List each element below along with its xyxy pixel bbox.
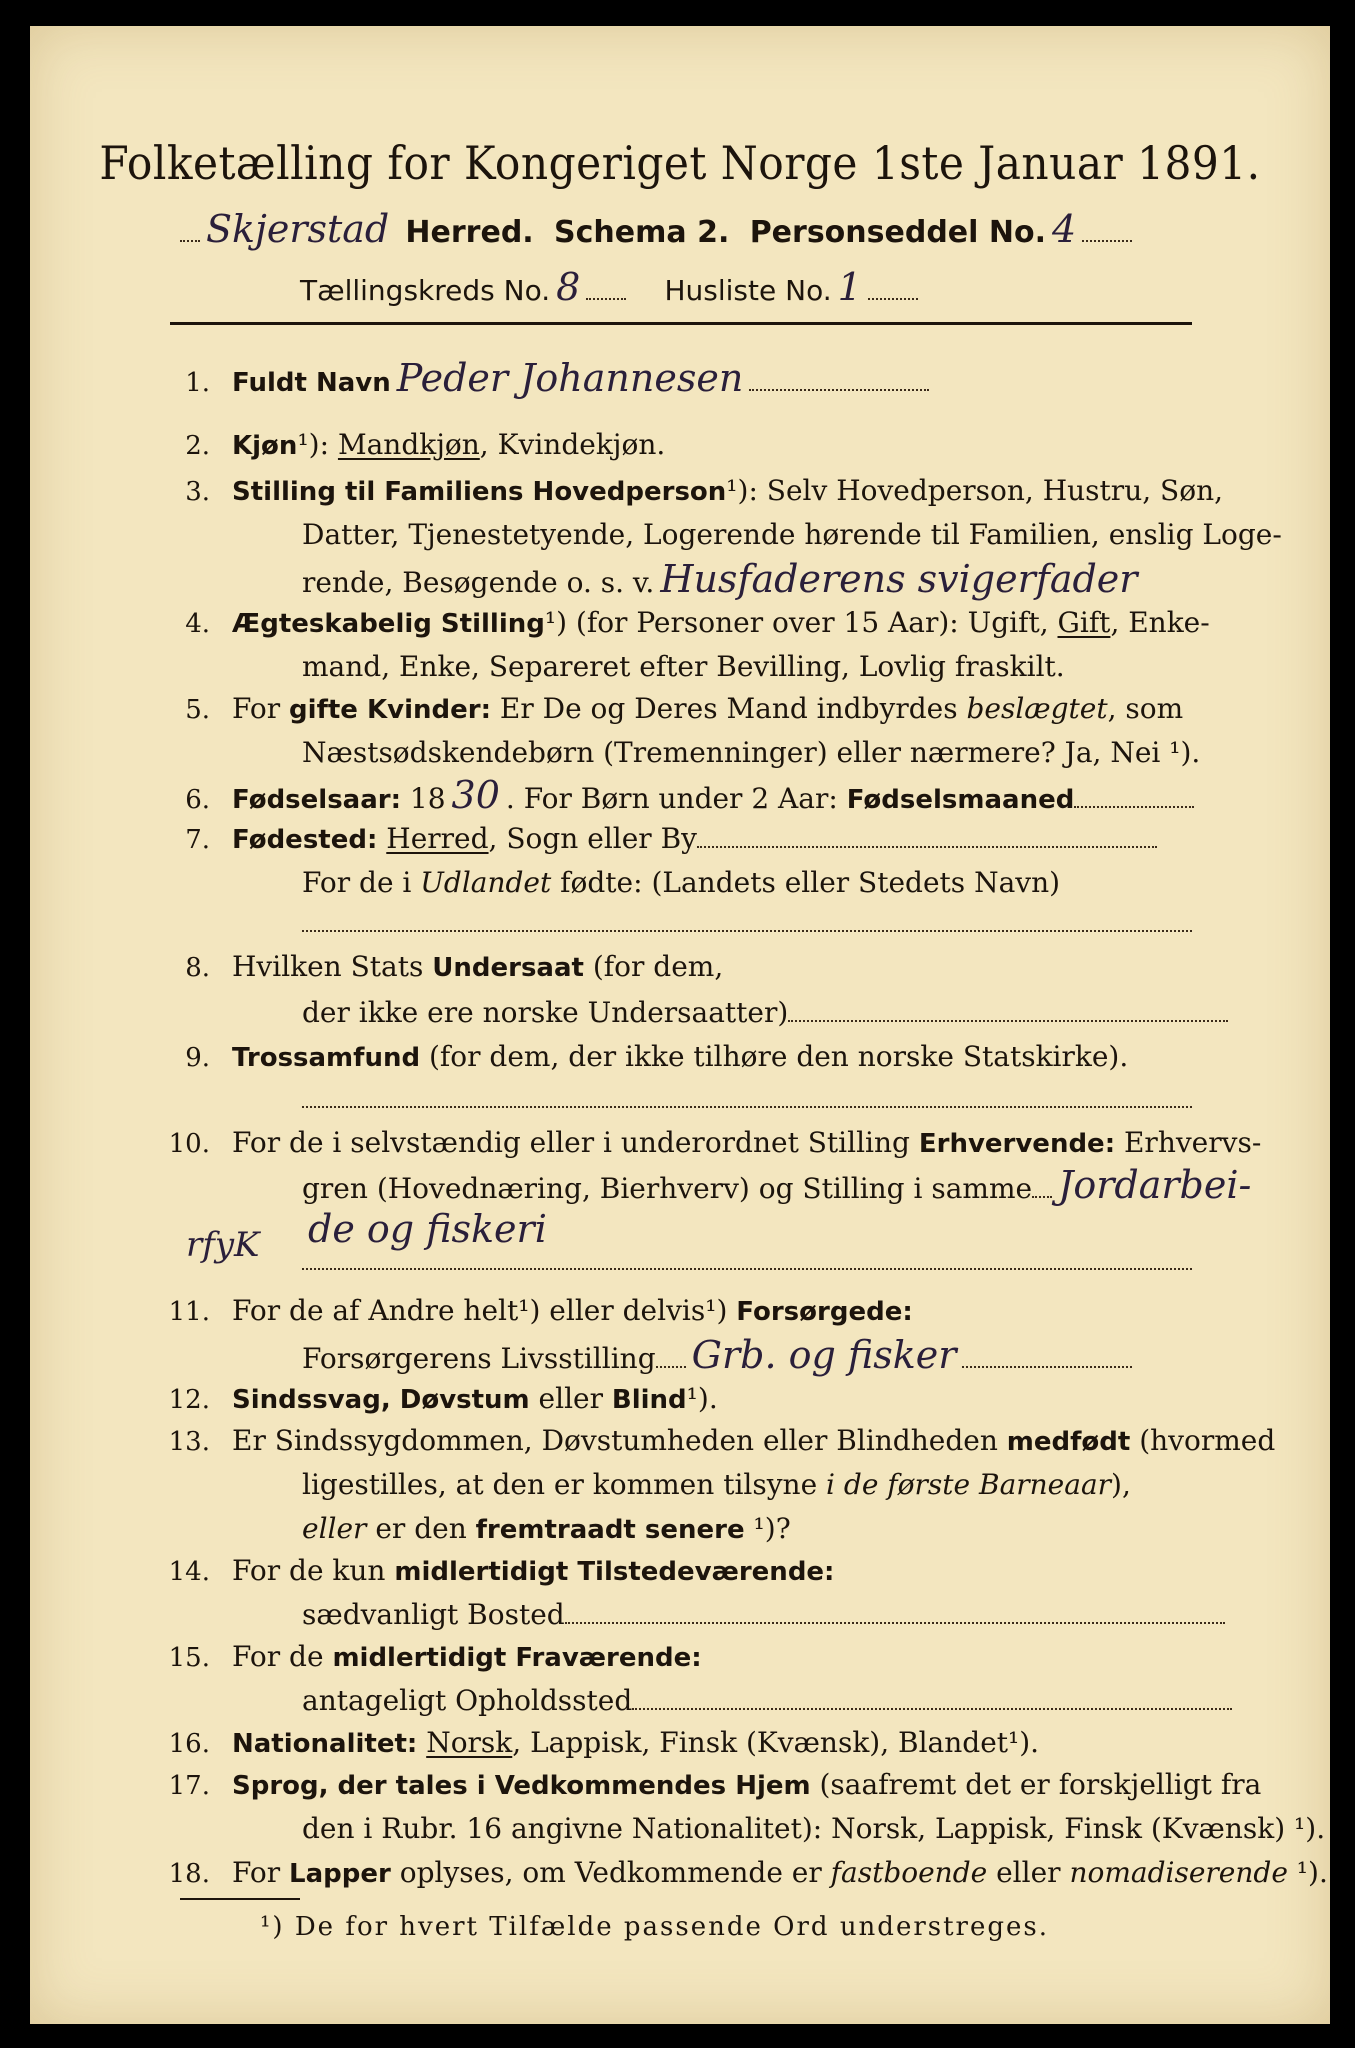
item-15: 15. For de midlertidigt Fraværende: [168, 1640, 702, 1673]
item-13-line3: eller er den fremtraadt senere ¹)? [302, 1512, 791, 1545]
full-name-value: Peder Johannesen [396, 356, 744, 400]
herred-name: Skjerstad [206, 207, 390, 251]
herred-label: Herred. [405, 215, 534, 250]
item-13: 13. Er Sindssygdommen, Døvstumheden eller Blindheden medfødt (hvormed [168, 1424, 1276, 1457]
item-11-line2: Forsørgerens Livsstilling Grb. og fisker [302, 1338, 1132, 1376]
kreds-line [300, 265, 918, 309]
sex-selected: Mandkjøn [337, 428, 480, 461]
item-18: 18. For Lapper oplyses, om Vedkommende er fastboende eller nomadiserende ¹). [168, 1856, 1328, 1889]
nationality-selected: Norsk [426, 1726, 513, 1759]
item-15-line2: antageligt Opholdssted [302, 1684, 1232, 1718]
item-17: 17. Sprog, der tales i Vedkommendes Hjem (saafremt det er forskjelligt fra [168, 1768, 1262, 1801]
husliste-number: 1 [837, 265, 862, 309]
item-2: 2. Kjøn¹): Mandkjøn, Kvindekjøn. [185, 428, 666, 461]
item-13-line2: ligestilles, at den er kommen tilsyne i de første Barneaar), [302, 1468, 1131, 1501]
item-3: 3. Stilling til Familiens Hovedperson¹): Selv Hovedperson, Hustru, Søn, [185, 474, 1223, 507]
item-3-line3: rende, Besøgende o. s. v. Husfaderens svigerfader [302, 562, 1143, 600]
item-9: 9. Trossamfund (for dem, der ikke tilhøre den norske Statskirke). [185, 1040, 1129, 1073]
item-10: 10. For de i selvstændig eller i underordnet Stilling Erhvervende: Erhvervs- [168, 1126, 1262, 1159]
census-form: Folketælling for Kongeriget Norge 1ste Januar 1891. Skjerstad Herred. Schema 2. Personseddel No. 4 Tællingskreds No. 8 Husliste No. 1 1. Fuldt Navn Peder Johannesen 2. Kjøn¹): Mandkjøn, Kvindekjøn. 3. Stilling til Familiens Hovedperson¹): Selv Hovedperson, Hustru, Søn, Datter, Tjenestetyende, Logerende hørende til Familien, enslig Loge- rende, Besøgende o. s. v. Husfaderens svigerfader 4. Ægteskabelig Stilling¹) (for Personer over 15 Aar): Ugift, Gift, Enke- mand, Enke, Separeret efter Bevilling, Lovlig fraskilt. 5. For gifte Kvinder: Er De og Deres Mand indbyrdes beslægtet, som Næstsødskendebørn (Tremenninger) eller nærmere? Ja, Nei ¹). 6. Fødselsaar: 18 30 . For Børn under 2 Aar: Fødselsmaaned 7. Fødested: Herred, Sogn eller By For de i Udlandet fødte: (Landets eller Stedets Navn) 8. Hvilken Stats Undersaat (for dem, der ikke ere norske Undersaatter) 9. Trossamfund (for dem, der ikke tilhøre den norske Statskirke). 10. For de i selvstændig eller i underordnet Stilling Erhvervende: Erhvervs- gren (Hovednæring, Bierhverv) og Stilling i samme Jordarbei- de og fiskeri rfyK 11. For de af Andre helt¹) eller delvis¹) Forsørgede: Forsørgerens Livsstilling Grb. og fisker 12. Sindssvag, Døvstum eller Blind¹). 13. Er Sindssygdommen, Døvstumheden eller Blindheden medfødt (hvormed ligestilles, at den er kommen tilsyne i de første Barneaar), eller er den fremtraadt senere ¹)? 14. For de kun midlertidigt Tilstedeværende: sædvanligt Bosted 15. For de midlertidigt Fraværende: antageligt Opholdssted 16. Nationalitet: Norsk, Lappisk, Finsk (Kvænsk), Blandet¹). 17. Sprog, der tales i Vedkommendes Hjem (saafremt det er forskjelligt fra den i Rubr. 16 angivne Nationalitet): Norsk, Lappisk, Finsk (Kvænsk) ¹). 18. For Lapper oplyses, om Vedkommende er fastboende eller nomadiserende ¹). ¹) De for hvert Tilfælde passende Ord understreges. [30, 26, 1330, 2024]
birthplace-selected: Herred [386, 822, 489, 855]
birth-year-value: 30 [451, 773, 500, 817]
item-12: 12. Sindssvag, Døvstum eller Blind¹). [168, 1382, 718, 1415]
header-rule [170, 322, 1192, 325]
item-1-label: Fuldt Navn [232, 368, 391, 398]
schema-label: Schema 2. [554, 215, 730, 250]
item-7: 7. Fødested: Herred, Sogn eller By [150, 822, 1157, 857]
item-14: 14. For de kun midlertidigt Tilstedeværende: [168, 1554, 835, 1587]
item-5: 5. For gifte Kvinder: Er De og Deres Mand indbyrdes beslægtet, som [185, 692, 1184, 725]
occupation-value-2: de og fiskeri [308, 1207, 547, 1251]
item-10-line3 [302, 1207, 553, 1251]
item-14-line2: sædvanligt Bosted [302, 1598, 1225, 1632]
occupation-value-1: Jordarbei- [1058, 1163, 1252, 1207]
item-8-line2: der ikke ere norske Undersaatter) [302, 996, 1228, 1030]
item-16: 16. Nationalitet: Norsk, Lappisk, Finsk (Kvænsk), Blandet¹). [168, 1726, 1040, 1759]
personseddel-number: 4 [1051, 207, 1077, 251]
family-position-value: Husfaderens svigerfader [660, 557, 1138, 601]
item-11: 11. For de af Andre helt¹) eller delvis¹) Forsørgede: [168, 1294, 913, 1327]
husliste-label: Husliste No. [664, 274, 832, 307]
item-8: 8. Hvilken Stats Undersaat (for dem, [185, 950, 724, 983]
blank-line [302, 928, 1192, 932]
footnote-rule [180, 1898, 300, 1900]
personseddel-label: Personseddel No. [749, 215, 1046, 250]
item-6: 6. Fødselsaar: 18 30 . For Børn under 2 Aar: Fødselsmaaned [150, 778, 1194, 817]
blank-line [302, 1266, 1192, 1270]
item-4: 4. Ægteskabelig Stilling¹) (for Personer over 15 Aar): Ugift, Gift, Enke- [185, 606, 1210, 639]
item-1: 1. Fuldt Navn Peder Johannesen [150, 361, 929, 400]
marital-selected: Gift [1057, 606, 1111, 639]
kreds-label: Tællingskreds No. [300, 274, 551, 307]
form-title: Folketælling for Kongeriget Norge 1ste Januar 1891. [99, 136, 1261, 190]
provider-occupation-value: Grb. og fisker [691, 1333, 957, 1377]
item-7-line2: For de i Udlandet fødte: (Landets eller Stedets Navn) [302, 866, 1061, 899]
kreds-number: 8 [556, 265, 581, 309]
footnote: ¹) De for hvert Tilfælde passende Ord understreges. [260, 1912, 1050, 1942]
item-10-line2: gren (Hovednæring, Bierhverv) og Stilling i samme Jordarbei- [302, 1168, 1257, 1206]
margin-note: rfyK [186, 1225, 260, 1265]
herred-line [180, 207, 1132, 251]
blank-line [302, 1104, 1192, 1108]
